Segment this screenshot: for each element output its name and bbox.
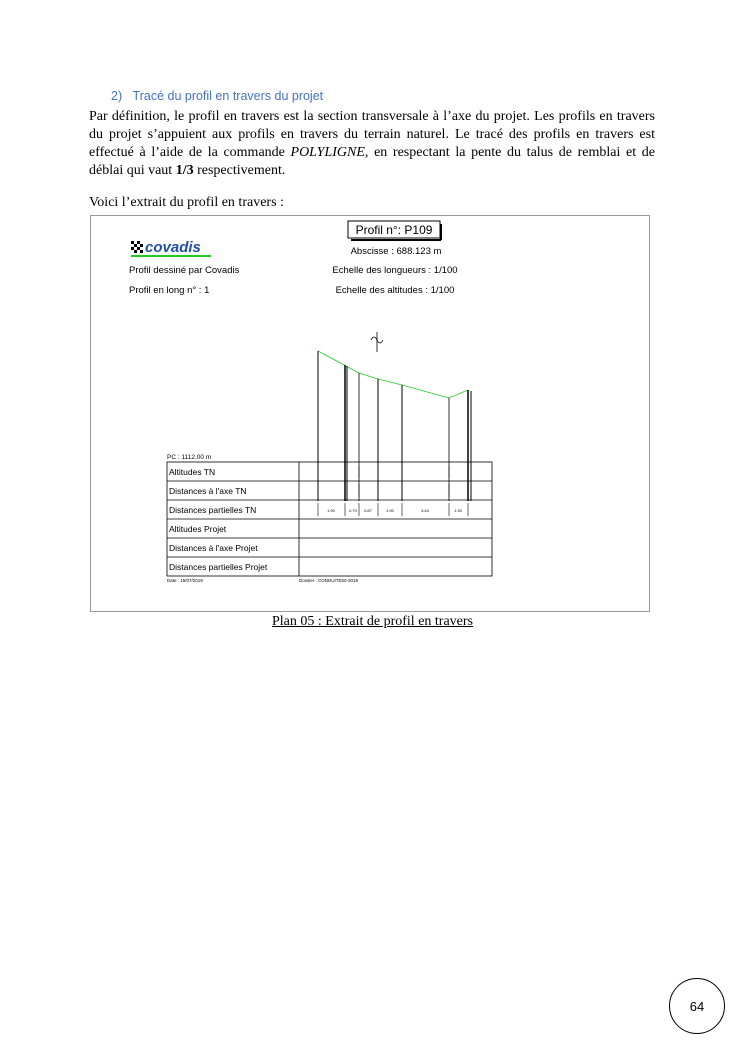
partial-distance-value: 0.70 <box>349 508 357 513</box>
profile-title: Profil n°: P109 <box>355 223 433 237</box>
figure-caption: Plan 05 : Extrait de profil en travers <box>272 614 473 629</box>
partial-distance-value: 1.90 <box>327 508 335 513</box>
table-row-label: Altitudes Projet <box>169 524 227 534</box>
slope-value: 1/3 <box>175 163 194 178</box>
partial-distance-value: 1.30 <box>454 508 462 513</box>
footer-file: Dossier : CONDUITE50-2019 <box>299 578 359 583</box>
table-row-label: Distances à l'axe TN <box>169 486 247 496</box>
intro-text: Voici l’extrait du profil en travers : <box>89 195 284 210</box>
scale-lengths-label: Echelle des longueurs : 1/100 <box>332 265 458 276</box>
command-name: POLYLIGNE <box>290 145 365 160</box>
partial-distance-values <box>327 508 463 513</box>
terrain-line <box>318 351 468 398</box>
partial-distance-value: 3.44 <box>421 508 429 513</box>
table-row-label: Distances partielles TN <box>169 505 257 515</box>
page-number: 64 <box>669 978 725 1034</box>
table-row-label: Distances à l'axe Projet <box>169 543 258 553</box>
long-profile-label: Profil en long n° : 1 <box>129 285 210 296</box>
paragraph-text-3: respectivement. <box>193 163 286 178</box>
profile-figure <box>90 215 650 612</box>
logo-text: covadis <box>145 239 201 256</box>
profile-table <box>167 462 492 576</box>
scale-altitudes-label: Echelle des altitudes : 1/100 <box>335 285 455 296</box>
body-paragraph <box>89 108 655 180</box>
partial-distance-value: 1.90 <box>386 508 394 513</box>
table-row-label: Altitudes TN <box>169 467 216 477</box>
paragraph-text-2: , en respectant la pente du talus de remblai et de déblai qui vaut <box>89 145 655 178</box>
axis-symbol <box>371 332 383 352</box>
table-row-label: Distances partielles Projet <box>169 562 268 572</box>
covadis-logo <box>131 239 211 256</box>
pc-label: PC : 1112.00 m <box>167 454 212 461</box>
section-heading: 2) Tracé du profil en travers du projet <box>111 89 324 103</box>
paragraph-text-1: Par définition, le profil en travers est la section transversale à l’axe du projet. Les profils en travers du projet s’appuient aux profils en travers du terrain naturel. Le tracé des profils en travers est effectué à l’aide de la commande <box>89 109 655 160</box>
profile-drawing <box>91 216 649 611</box>
abscissa-label: Abscisse : 688.123 m <box>350 246 442 257</box>
drawn-by-label: Profil dessiné par Covadis <box>129 265 240 276</box>
terrain-profile <box>318 351 471 501</box>
partial-distance-value: 0.87 <box>364 508 372 513</box>
footer-date: Date : 15/07/2019 <box>167 578 203 583</box>
tn-value-marks <box>318 466 471 516</box>
